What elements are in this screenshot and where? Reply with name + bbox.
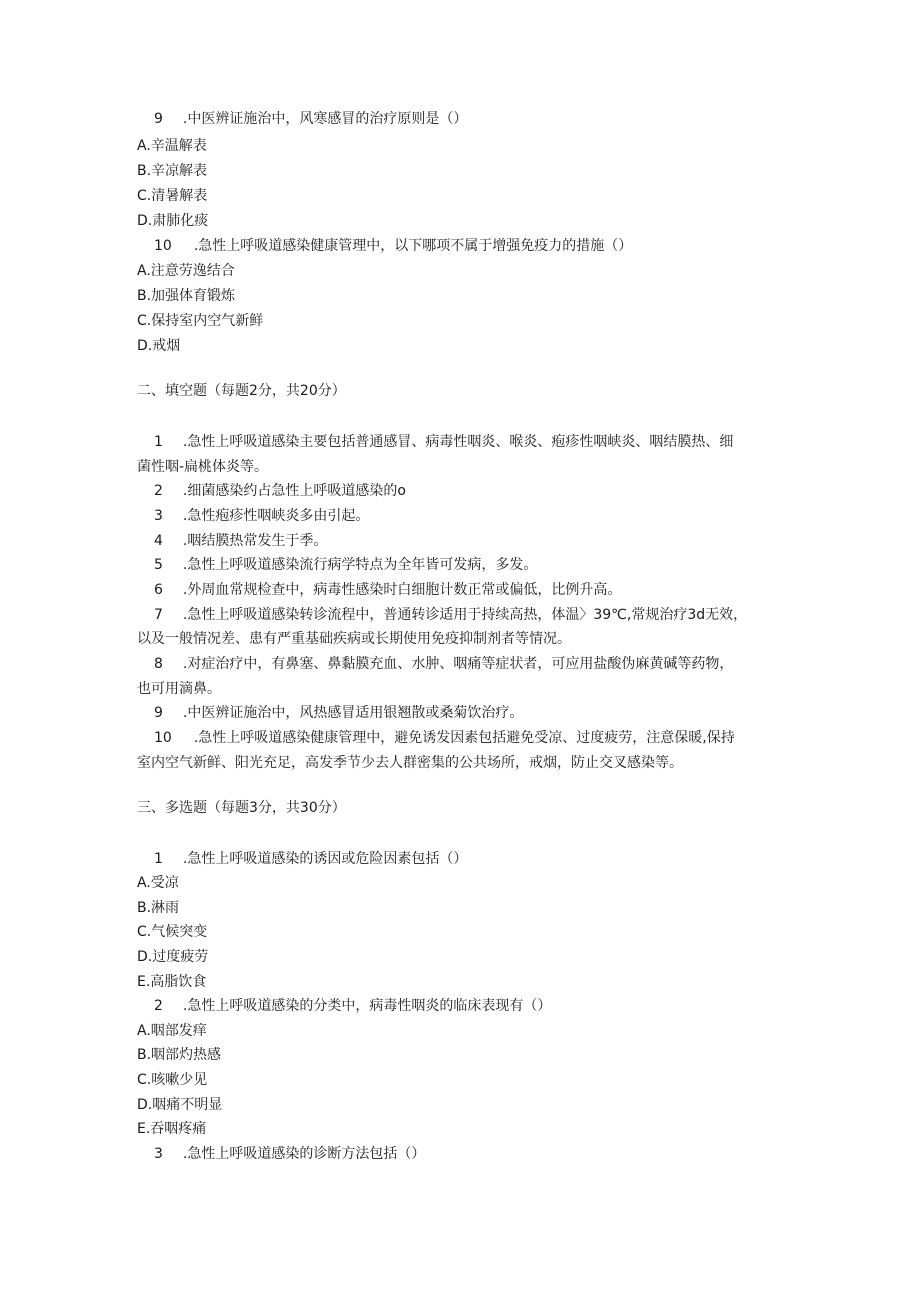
item-continuation: 也可用滴鼻。: [137, 681, 221, 697]
question-text: .急性上呼吸道感染的诱因或危险因素包括（）: [182, 851, 468, 867]
option-e: E.吞咽疼痛: [137, 1121, 207, 1137]
fill-item-3: [154, 506, 369, 526]
item-continuation: 菌性咽-扁桃体炎等。: [137, 459, 269, 475]
item-text: .细菌感染约占急性上呼吸道感染的o: [182, 483, 406, 499]
option-d: D.咽痛不明显: [137, 1097, 223, 1113]
item-continuation: 室内空气新鲜、阳光充足，高发季节少去人群密集的公共场所，戒烟，防止交叉感染等。: [137, 755, 683, 771]
question-number: 3: [154, 1146, 163, 1162]
question-number: 1: [154, 851, 163, 867]
question-number: 10: [154, 238, 172, 254]
option-b: B.咽部灼热感: [137, 1047, 222, 1063]
item-number: 6: [154, 582, 163, 598]
item-number: 3: [154, 508, 163, 524]
option-d: D.戒烟: [137, 338, 181, 354]
question-text: .急性上呼吸道感染健康管理中，以下哪项不属于增强免疫力的措施（）: [193, 238, 633, 254]
option-b: B.辛凉解表: [137, 163, 208, 179]
option-a: A.辛温解表: [137, 138, 207, 154]
item-number: 5: [154, 557, 163, 573]
question-number: 9: [154, 111, 163, 127]
item-text: .急性上呼吸道感染转诊流程中，普通转诊适用于持续高热，体温〉39℃,常规治疗3d无效，: [182, 607, 748, 623]
option-d: D.肃肺化痰: [137, 213, 209, 229]
section-heading: 三、多选题（每题3分，共30分）: [137, 800, 346, 816]
fill-item-6: [154, 580, 621, 600]
item-text: .外周血常规检查中，病毒性感染时白细胞计数正常或偏低，比例升高。: [182, 582, 622, 598]
fill-item-2: [154, 481, 406, 501]
fill-item-9: [154, 703, 523, 723]
multi-question-2: [154, 996, 551, 1016]
section-heading: 二、填空题（每题2分，共20分）: [137, 383, 346, 399]
fill-item-8: [154, 654, 733, 674]
option-b: B.淋雨: [137, 900, 180, 916]
option-a: A.注意劳逸结合: [137, 263, 235, 279]
option-b: B.加强体育锻炼: [137, 288, 236, 304]
question-text: .急性上呼吸道感染的分类中，病毒性咽炎的临床表现有（）: [182, 998, 552, 1014]
fill-item-1: [154, 432, 733, 452]
fill-item-4: [154, 531, 327, 551]
item-continuation: 以及一般情况差、患有严重基础疾病或长期使用免疫抑制剂者等情况。: [137, 631, 571, 647]
question-text: .急性上呼吸道感染的诊断方法包括（）: [182, 1146, 426, 1162]
item-text: .急性疱疹性咽峡炎多由引起。: [182, 508, 370, 524]
option-a: A.受凉: [137, 875, 179, 891]
question-10: [154, 236, 632, 256]
item-text: .急性上呼吸道感染健康管理中，避免诱发因素包括避免受凉、过度疲劳，注意保暖,保持: [193, 730, 735, 746]
question-9: [154, 109, 467, 129]
option-c: C.咳嗽少见: [137, 1072, 208, 1088]
multi-question-3: [154, 1144, 425, 1164]
option-c: C.清暑解表: [137, 188, 208, 204]
option-e: E.高脂饮食: [137, 974, 207, 990]
item-number: 8: [154, 656, 163, 672]
fill-item-10: [154, 728, 735, 748]
item-number: 4: [154, 533, 163, 549]
fill-item-5: [154, 555, 537, 575]
item-number: 10: [154, 730, 172, 746]
item-number: 7: [154, 607, 163, 623]
item-number: 1: [154, 434, 163, 450]
item-number: 9: [154, 705, 163, 721]
question-text: .中医辨证施治中，风寒感冒的治疗原则是（）: [182, 111, 468, 127]
option-c: C.气候突变: [137, 924, 208, 940]
option-a: A.咽部发痒: [137, 1023, 207, 1039]
question-number: 2: [154, 998, 163, 1014]
item-text: .对症治疗中，有鼻塞、鼻黏膜充血、水肿、咽痛等症状者，可应用盐酸伪麻黄碱等药物，: [182, 656, 734, 672]
multi-question-1: [154, 849, 467, 869]
fill-item-7: [154, 605, 747, 625]
item-text: .急性上呼吸道感染流行病学特点为全年皆可发病，多发。: [182, 557, 538, 573]
item-text: .中医辨证施治中，风热感冒适用银翘散或桑菊饮治疗。: [182, 705, 524, 721]
option-d: D.过度疲劳: [137, 949, 209, 965]
option-c: C.保持室内空气新鲜: [137, 313, 264, 329]
item-text: .咽结膜热常发生于季。: [182, 533, 328, 549]
item-text: .急性上呼吸道感染主要包括普通感冒、病毒性咽炎、喉炎、疱疹性咽峡炎、咽结膜热、细: [182, 434, 734, 450]
item-number: 2: [154, 483, 163, 499]
